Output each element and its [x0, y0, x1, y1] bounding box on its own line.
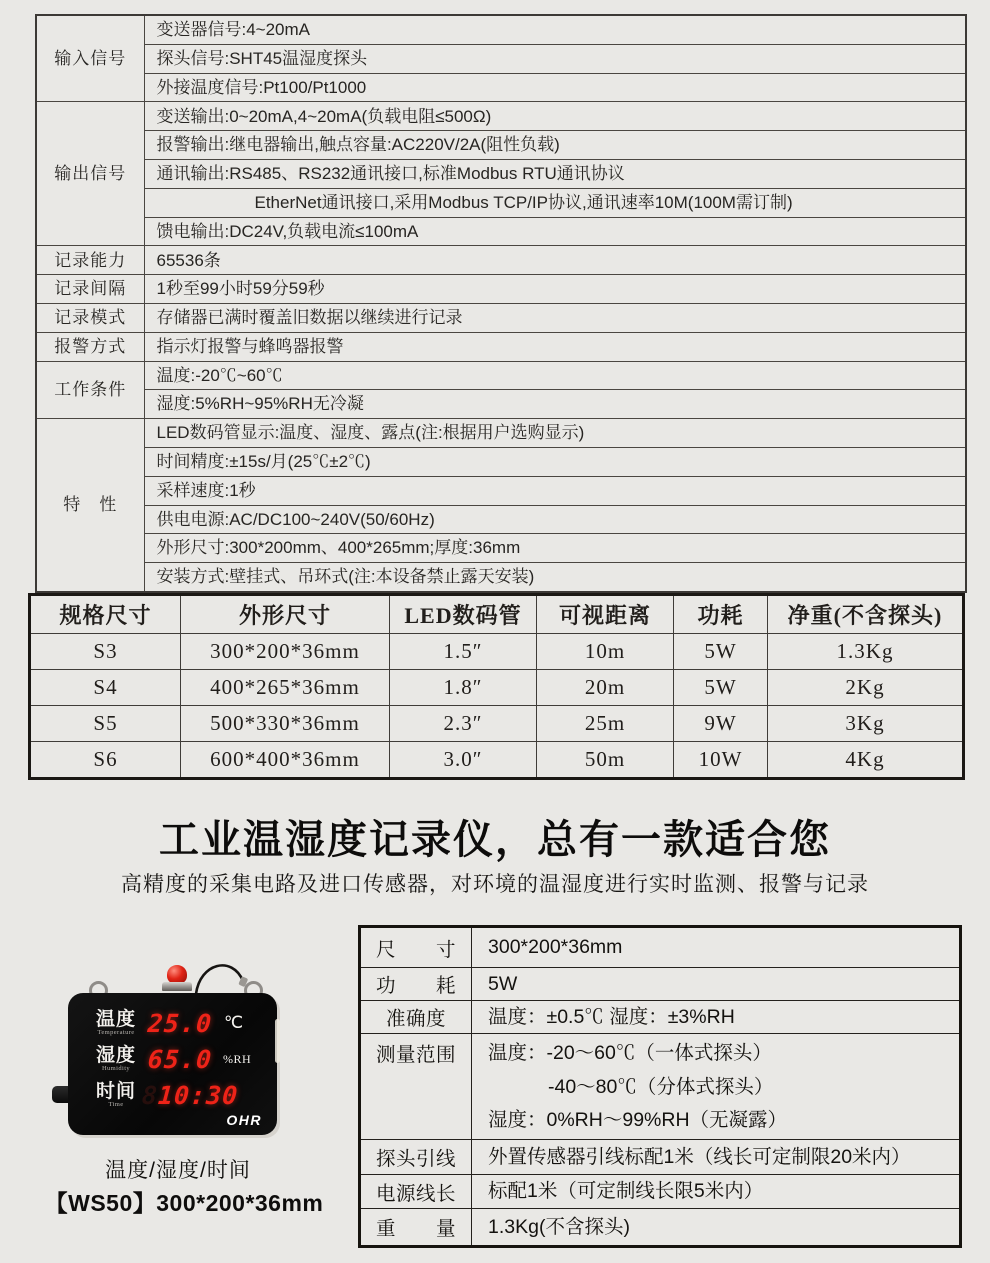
detail-label: 测量范围 [360, 1034, 472, 1140]
table-row [36, 159, 966, 188]
spec-value: 时间精度:±15s/月(25℃±2℃) [144, 447, 966, 476]
cell: 10m [537, 634, 674, 670]
cell: 25m [537, 706, 674, 742]
table-row [30, 742, 964, 779]
cell: 3.0″ [390, 742, 537, 779]
detail-value: 标配1米（可定制线长限5米内） [472, 1175, 961, 1208]
table-row [360, 1140, 961, 1175]
table-row [30, 634, 964, 670]
table-row [36, 534, 966, 563]
detail-label: 重 量 [360, 1208, 472, 1246]
detail-label: 准确度 [360, 1001, 472, 1034]
cell: S3 [30, 634, 181, 670]
temperature-label-en: Temperature [97, 1028, 135, 1036]
spec-value: 馈电输出:DC24V,负载电流≤100mA [144, 217, 966, 246]
probe-cable [190, 953, 256, 995]
spec-value: 1秒至99小时59分59秒 [144, 275, 966, 304]
time-value: 810:30 [140, 1080, 240, 1110]
table-row [36, 419, 966, 448]
led-row-time [90, 1077, 269, 1113]
temperature-value: 25.0 [146, 1008, 214, 1038]
spec-group-label-alarm: 报警方式 [36, 332, 144, 361]
column-header: 净重(不含探头) [768, 595, 964, 634]
humidity-label: 湿度 [95, 1044, 136, 1066]
table-header-row [30, 595, 964, 634]
cell: 5W [674, 634, 768, 670]
spec-value: 采样速度:1秒 [144, 476, 966, 505]
led-row-temperature [90, 1005, 269, 1041]
cell: S5 [30, 706, 181, 742]
column-header: 功耗 [674, 595, 768, 634]
table-row [360, 1175, 961, 1208]
table-row [30, 670, 964, 706]
led-display [90, 1005, 269, 1113]
spec-group-label-conditions: 工作条件 [36, 361, 144, 419]
humidity-label-en: Humidity [101, 1064, 131, 1072]
cell: 50m [537, 742, 674, 779]
spec-value: EtherNet通讯接口,采用Modbus TCP/IP协议,通讯速率10M(100M需订制) [144, 188, 966, 217]
cell: 10W [674, 742, 768, 779]
table-row [360, 1208, 961, 1246]
page-subtitle: 高精度的采集电路及进口传感器，对环境的温湿度进行实时监测、报警与记录 [121, 873, 869, 896]
spec-value: 外形尺寸:300*200mm、400*265mm;厚度:36mm [144, 534, 966, 563]
table-row [36, 563, 966, 592]
temperature-unit: ℃ [224, 1013, 244, 1032]
table-row [36, 44, 966, 73]
range-line: 温度：-20～60℃（一体式探头） [488, 1042, 772, 1065]
table-row [36, 73, 966, 102]
spec-value: 指示灯报警与蜂鸣器报警 [144, 332, 966, 361]
spec-group-label-output: 输出信号 [36, 102, 144, 246]
range-line: -40～80℃（分体式探头） [548, 1075, 774, 1098]
model-size-table [28, 593, 965, 780]
humidity-value: 65.0 [146, 1044, 214, 1074]
cell: 9W [674, 706, 768, 742]
detail-value: 温度：±0.5℃ 湿度：±3%RH [472, 1001, 961, 1034]
table-row [360, 927, 961, 968]
detail-label: 电源线长 [360, 1175, 472, 1208]
spec-value: 安装方式:壁挂式、吊环式(注:本设备禁止露天安装) [144, 563, 966, 592]
product-model-caption: 【WS50】300*200*36mm [44, 1190, 324, 1216]
table-row [36, 361, 966, 390]
led-row-humidity [90, 1041, 269, 1077]
spec-value: LED数码管显示:温度、湿度、露点(注:根据用户选购显示) [144, 419, 966, 448]
spec-value: 65536条 [144, 246, 966, 275]
column-header: 规格尺寸 [30, 595, 181, 634]
brand-logo: OHR [226, 1112, 262, 1128]
cell: S4 [30, 670, 181, 706]
spec-group-label-features: 特 性 [36, 419, 144, 592]
cell: 2.3″ [390, 706, 537, 742]
table-row [36, 246, 966, 275]
led-display-device [68, 993, 277, 1135]
time-label-en: Time [108, 1100, 124, 1108]
table-row [36, 447, 966, 476]
cell: 500*330*36mm [181, 706, 390, 742]
table-row [36, 275, 966, 304]
table-row [36, 15, 966, 44]
detail-value: 5W [472, 968, 961, 1001]
page-title: 工业温湿度记录仪，总有一款适合您 [159, 818, 831, 862]
spec-value: 变送器信号:4~20mA [144, 15, 966, 44]
spec-value: 存储器已满时覆盖旧数据以继续进行记录 [144, 303, 966, 332]
spec-value: 探头信号:SHT45温湿度探头 [144, 44, 966, 73]
column-header: LED数码管 [390, 595, 537, 634]
table-row [36, 131, 966, 160]
spec-group-label-capacity: 记录能力 [36, 246, 144, 275]
table-row [36, 102, 966, 131]
spec-value: 温度:-20℃~60℃ [144, 361, 966, 390]
spec-group-label-input: 输入信号 [36, 15, 144, 102]
time-ghost-digit: 8 [140, 1080, 160, 1110]
alarm-beacon-base [162, 982, 192, 991]
cell: 5W [674, 670, 768, 706]
temperature-label: 温度 [95, 1008, 136, 1030]
humidity-unit: %RH [223, 1051, 252, 1066]
detail-value: 1.3Kg(不含探头) [472, 1208, 961, 1246]
spec-group-label-interval: 记录间隔 [36, 275, 144, 304]
spec-value: 变送输出:0~20mA,4~20mA(负载电阻≤500Ω) [144, 102, 966, 131]
product-photo [40, 953, 356, 1253]
table-row [36, 505, 966, 534]
cell: 2Kg [768, 670, 964, 706]
cell: 4Kg [768, 742, 964, 779]
spec-value: 报警输出:继电器输出,触点容量:AC220V/2A(阻性负载) [144, 131, 966, 160]
cell: 300*200*36mm [181, 634, 390, 670]
body-reflection [275, 1019, 280, 1063]
product-caption: 温度/湿度/时间 [105, 1159, 251, 1182]
table-row [36, 303, 966, 332]
spec-table [35, 14, 967, 593]
column-header: 外形尺寸 [181, 595, 390, 634]
detail-value: 300*200*36mm [472, 927, 961, 968]
time-label: 时间 [95, 1080, 136, 1102]
cell: 600*400*36mm [181, 742, 390, 779]
cell: 1.5″ [390, 634, 537, 670]
spec-value: 外接温度信号:Pt100/Pt1000 [144, 73, 966, 102]
table-row [36, 476, 966, 505]
detail-label: 功 耗 [360, 968, 472, 1001]
detail-value [472, 1034, 961, 1140]
table-row [36, 188, 966, 217]
table-row [360, 1034, 961, 1140]
table-row [36, 390, 966, 419]
column-header: 可视距离 [537, 595, 674, 634]
spec-value: 通讯输出:RS485、RS232通讯接口,标准Modbus RTU通讯协议 [144, 159, 966, 188]
spec-value: 供电电源:AC/DC100~240V(50/60Hz) [144, 505, 966, 534]
detail-value: 外置传感器引线标配1米（线长可定制限20米内） [472, 1140, 961, 1175]
cell: 1.8″ [390, 670, 537, 706]
cell: 20m [537, 670, 674, 706]
table-row [360, 968, 961, 1001]
spec-group-label-mode: 记录模式 [36, 303, 144, 332]
cell: 1.3Kg [768, 634, 964, 670]
table-row [36, 217, 966, 246]
detail-label: 尺 寸 [360, 927, 472, 968]
cell: 3Kg [768, 706, 964, 742]
cell: 400*265*36mm [181, 670, 390, 706]
detail-table [358, 925, 962, 1248]
range-line: 湿度：0%RH～99%RH（无凝露） [488, 1108, 788, 1131]
spec-value: 湿度:5%RH~95%RH无冷凝 [144, 390, 966, 419]
cell: S6 [30, 742, 181, 779]
table-row [36, 332, 966, 361]
table-row [360, 1001, 961, 1034]
table-row [30, 706, 964, 742]
detail-label: 探头引线 [360, 1140, 472, 1175]
